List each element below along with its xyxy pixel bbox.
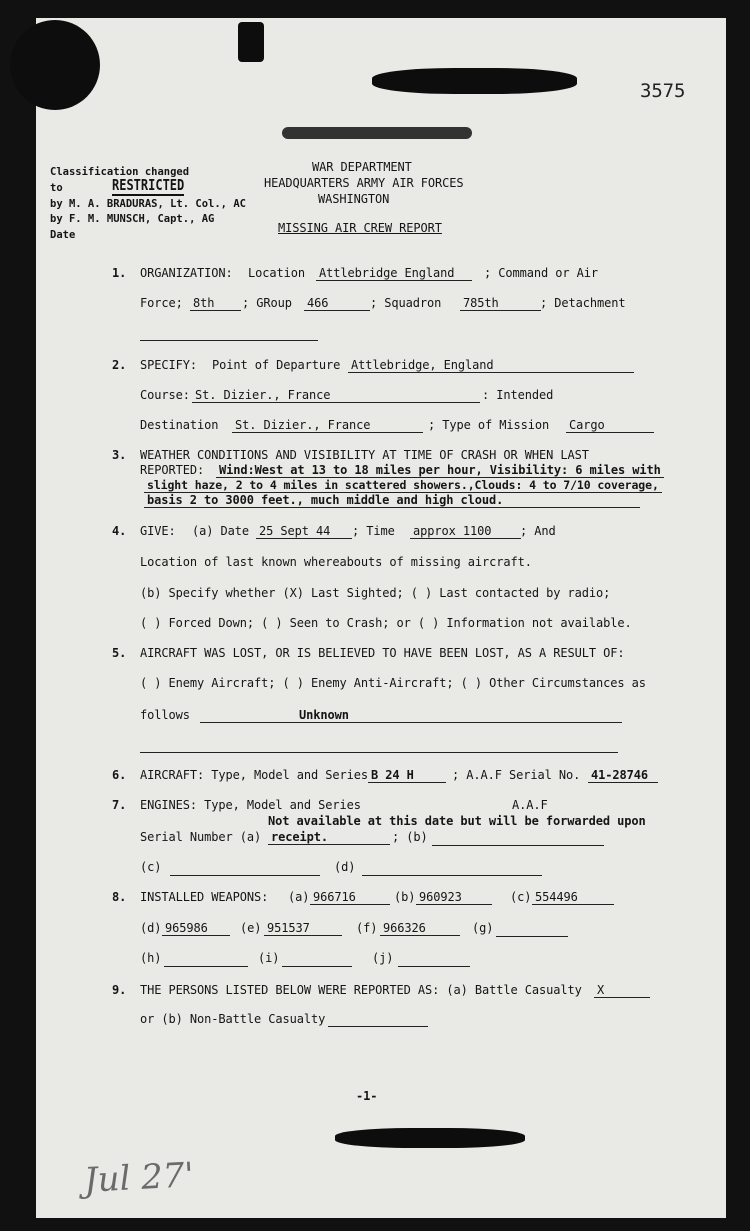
and-label: ; And [520, 524, 556, 538]
reported-label: REPORTED: [140, 463, 205, 477]
engine-serial-c-label: (c) [140, 860, 162, 874]
weapon-d-value: 965986 [162, 921, 230, 936]
aircraft-type-value: B 24 H [368, 768, 446, 783]
weapon-e-value: 951537 [264, 921, 342, 936]
force-label: Force; [140, 296, 183, 310]
engines-aaf-label: A.A.F [512, 798, 548, 812]
weapon-b-value: 960923 [416, 890, 492, 905]
location-label: Location [248, 266, 305, 280]
engine-serial-c-line [170, 875, 320, 876]
city: WASHINGTON [318, 192, 390, 206]
detachment-label: ; Detachment [540, 296, 626, 310]
weapon-g-line [496, 936, 568, 937]
squadron-label: ; Squadron [370, 296, 442, 310]
weapon-h-line [164, 966, 248, 967]
command-label: ; Command or Air [484, 266, 598, 280]
section-3-number: 3. [112, 448, 127, 462]
follows-value: Unknown [200, 708, 622, 723]
weapon-e-label: (e) [240, 921, 262, 935]
corner-blot [10, 20, 100, 110]
installed-weapons-label: INSTALLED WEAPONS: [140, 890, 269, 904]
destination-value: St. Dizier., France [232, 418, 423, 433]
departure-value: Attlebridge, England [348, 358, 634, 373]
weapon-c-value: 554496 [532, 890, 614, 905]
forced-down-line: ( ) Forced Down; ( ) Seen to Crash; or ( ) Information not available. [140, 616, 632, 630]
top-tab-blot [238, 22, 264, 62]
squadron-value: 785th [460, 296, 541, 311]
mission-type-value: Cargo [566, 418, 654, 433]
weapon-a-label: (a) [288, 890, 310, 904]
section-9-number: 9. [112, 983, 127, 997]
weapon-j-label: (j) [372, 951, 394, 965]
engines-note: Not available at this date but will be forwarded upon [268, 814, 646, 828]
section-2-number: 2. [112, 358, 127, 372]
weapon-g-label: (g) [472, 921, 494, 935]
follows-label: follows [140, 708, 190, 722]
aircraft-type-label: AIRCRAFT: Type, Model and Series [140, 768, 368, 782]
weather-line-2: slight haze, 2 to 4 miles in scattered showers.,Clouds: 4 to 7/10 coverage, [144, 478, 662, 493]
weather-line-3: basis 2 to 3000 feet., much middle and high cloud. [144, 493, 640, 508]
section-1-number: 1. [112, 266, 127, 280]
weapon-i-label: (i) [258, 951, 280, 965]
weapon-f-label: (f) [356, 921, 378, 935]
section-4-number: 4. [112, 524, 127, 538]
weapon-d-label: (d) [140, 921, 162, 935]
redaction-blot-top [372, 68, 577, 94]
intended-label: : Intended [482, 388, 554, 402]
specify-label: SPECIFY: [140, 358, 197, 372]
course-value: St. Dizier., France [192, 388, 480, 403]
classification-to-label: to [50, 182, 63, 194]
course-label: Course: [140, 388, 190, 402]
page-number: -1- [356, 1089, 378, 1103]
persons-listed-line: THE PERSONS LISTED BELOW WERE REPORTED AS: (a) Battle Casualty [140, 983, 582, 997]
classification-date-label: Date [50, 229, 76, 241]
headquarters: HEADQUARTERS ARMY AIR FORCES [264, 176, 464, 190]
classification-stamp: RESTRICTED [112, 176, 185, 194]
aaf-serial-label: ; A.A.F Serial No. [452, 768, 581, 782]
specify-whether-line: (b) Specify whether (X) Last Sighted; ( ) Last contacted by radio; [140, 586, 611, 600]
handwritten-date: Jul 27' [83, 1155, 195, 1201]
section-6-number: 6. [112, 768, 127, 782]
engines-label: ENGINES: Type, Model and Series [140, 798, 361, 812]
location-value: Attlebridge England [316, 266, 472, 281]
force-value: 8th [190, 296, 241, 311]
weapon-h-label: (h) [140, 951, 162, 965]
classification-changed: Classification changed [50, 166, 190, 178]
weather-heading: WEATHER CONDITIONS AND VISIBILITY AT TIME OF CRASH OR WHEN LAST [140, 448, 589, 462]
aircraft-lost-heading: AIRCRAFT WAS LOST, OR IS BELIEVED TO HAVE BEEN LOST, AS A RESULT OF: [140, 646, 625, 660]
non-battle-line [328, 1026, 428, 1027]
weapon-i-line [282, 966, 352, 967]
classification-by-2: by F. M. MUNSCH, Capt., AG [50, 213, 215, 225]
engine-serial-b-line [432, 845, 604, 846]
weapon-b-label: (b) [394, 890, 416, 904]
destination-label: Destination [140, 418, 219, 432]
aaf-serial-value: 41-28746 [588, 768, 658, 783]
mission-type-label: ; Type of Mission [428, 418, 550, 432]
document-number: 3575 [640, 80, 686, 102]
classification-by-1: by M. A. BRADURAS, Lt. Col., AC [50, 198, 246, 210]
section-5-number: 5. [112, 646, 127, 660]
battle-casualty-value: X [594, 983, 650, 998]
group-label: ; GRoup [242, 296, 292, 310]
engine-serial-d-label: (d) [334, 860, 356, 874]
give-label: GIVE: [140, 524, 176, 538]
weapon-a-value: 966716 [310, 890, 390, 905]
detachment-line [140, 340, 318, 341]
report-title: MISSING AIR CREW REPORT [278, 221, 442, 235]
engine-serial-d-line [362, 875, 542, 876]
departure-label: Point of Departure [212, 358, 341, 372]
time-label: ; Time [352, 524, 395, 538]
section-7-number: 7. [112, 798, 127, 812]
engine-serial-label: Serial Number (a) [140, 830, 262, 844]
follows-extra-line [140, 752, 618, 753]
war-department: WAR DEPARTMENT [312, 160, 412, 174]
date-value: 25 Sept 44 [256, 524, 352, 539]
time-value: approx 1100 [410, 524, 521, 539]
organization-label: ORGANIZATION: [140, 266, 233, 280]
group-value: 466 [304, 296, 370, 311]
redaction-blot-classification [282, 127, 472, 139]
weapon-j-line [398, 966, 470, 967]
weapon-c-label: (c) [510, 890, 532, 904]
last-location-line: Location of last known whereabouts of missing aircraft. [140, 555, 532, 569]
engine-serial-a: receipt. [268, 830, 390, 845]
weather-line-1: Wind:West at 13 to 18 miles per hour, Visibility: 6 miles with [216, 463, 664, 478]
redaction-blot-bottom [335, 1128, 525, 1148]
section-8-number: 8. [112, 890, 127, 904]
date-label: (a) Date [192, 524, 249, 538]
engine-serial-b-label: ; (b) [392, 830, 428, 844]
enemy-options-line: ( ) Enemy Aircraft; ( ) Enemy Anti-Aircraft; ( ) Other Circumstances as [140, 676, 646, 690]
weapon-f-value: 966326 [380, 921, 460, 936]
non-battle-label: or (b) Non-Battle Casualty [140, 1012, 326, 1026]
